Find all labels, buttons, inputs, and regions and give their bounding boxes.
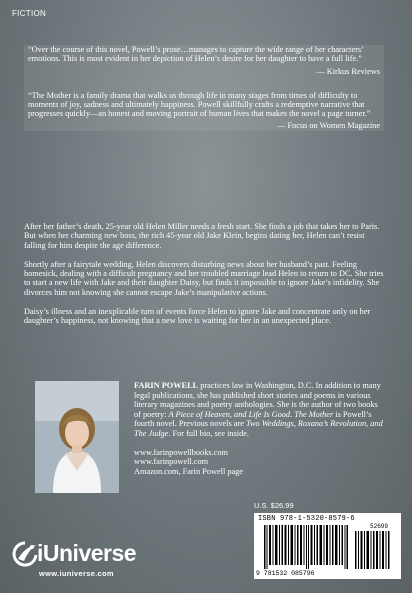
publisher-name: iUniverse bbox=[37, 540, 137, 566]
author-link[interactable]: www.farinpowellbooks.com bbox=[134, 447, 228, 457]
poetry-titles: A Piece of Heaven, and Life Is Good bbox=[168, 409, 291, 419]
review-source: — Focus on Women Magazine bbox=[277, 121, 380, 131]
synopsis-paragraph: Shortly after a fairytale wedding, Helen discovers disturbing news about her husband’s past. Feeling homesick, dealing with a difficult pregnancy and her troubled marriage lead Helen to return to DC. She tries to start a new life with Jake and their daughter Daisy, but finds it impossible to ignore Jake’s infidelity. She divorces him not knowing she cannot escape Jake’s manipulative actions. bbox=[24, 259, 384, 297]
isbn-digits: 9 781532 085796 bbox=[256, 570, 315, 577]
author-link[interactable]: www.farinpowell.com bbox=[134, 457, 209, 467]
isbn-label: ISBN 978-1-5320-8579-6 bbox=[258, 515, 355, 523]
novel-title: The Mother bbox=[294, 409, 334, 419]
review-quote: “The Mother is a family drama that walks us through life in many stages from times of difficulty to moments of joy, sadness and ultimately happiness. Powell skillfully crafts a redemptive narrative that progresses quickly—an honest and moving portrait of human lives that makes the novel a page turner.” bbox=[28, 90, 371, 119]
isbn-barcode bbox=[254, 513, 401, 579]
synopsis-paragraph: Daisy’s illness and an inexplicable turn of events force Helen to ignore Jake and concentrate only on her daughter’s happiness, not knowing that a new love is waiting for her in an unexpected place. bbox=[24, 307, 371, 326]
author-link[interactable]: Amazon.com, Farin Powell page bbox=[134, 466, 243, 476]
reviews-section bbox=[24, 45, 384, 131]
author-links bbox=[134, 448, 384, 477]
review-source: — Kirkus Reviews bbox=[316, 66, 380, 76]
author-name: FARIN POWELL bbox=[134, 381, 199, 390]
author-photo bbox=[35, 381, 119, 493]
author-portrait-image bbox=[35, 381, 119, 493]
iuniverse-logo-icon bbox=[12, 541, 38, 569]
author-bio-text: FARIN POWELL practices law in Washington, D.C. In addition to many legal publications, she has published short stories and poems in various literary magazines and poetry anthologies. She is the author of two books of poetry: A Piece of Heaven, and Life Is Good. The Mother is Powell’s fourth novel. Previous novels are Two Weddings, Roxana’s Revolution, and The Judge. For full bio, see inside. bbox=[134, 381, 383, 438]
isbn-addon: 52699 bbox=[370, 523, 389, 530]
synopsis bbox=[24, 222, 384, 336]
author-bio bbox=[134, 381, 384, 476]
genre-label: FICTION bbox=[12, 9, 47, 18]
synopsis-paragraph: After her father’s death, 25-year old Helen Miller needs a fresh start. She finds a job that takes her to Paris. But when her charming new boss, the rich 45-year old Jake Klein, begins dating her, Helen can’t resist falling for him despite the age difference. bbox=[24, 222, 380, 250]
review-quote: “Over the course of this novel, Powell’s prose…manages to capture the wide range of her characters’ emotions. This is most evident in her depiction of Helen’s desire for her daughter to have a full life.” bbox=[28, 45, 364, 64]
publisher-logo bbox=[12, 538, 152, 583]
publisher-url: www.iuniverse.com bbox=[39, 569, 114, 578]
price-label: U.S. $26.99 bbox=[254, 501, 294, 510]
previous-novels: Two Weddings, Roxana’s Revolution, and The Judge bbox=[134, 419, 383, 438]
